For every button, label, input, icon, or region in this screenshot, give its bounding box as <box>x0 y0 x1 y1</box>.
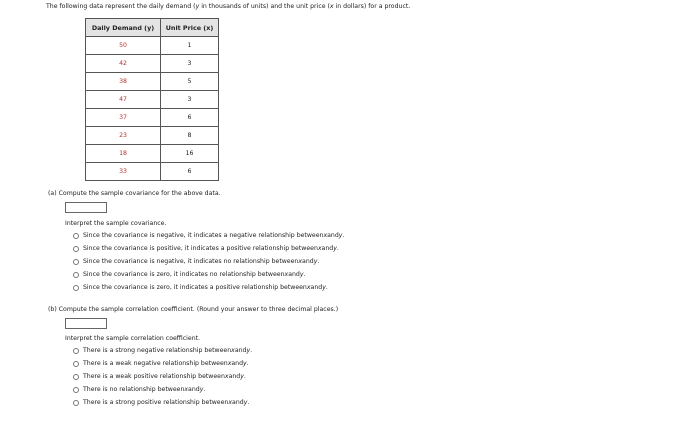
option-text: . <box>250 347 253 354</box>
var-x: x <box>323 232 328 239</box>
table-row <box>86 73 219 91</box>
option-text: . <box>246 360 249 367</box>
option-text: . <box>325 284 328 291</box>
demand-cell: 38 <box>86 73 161 91</box>
covariance-option[interactable] <box>73 245 339 252</box>
price-cell: 3 <box>161 55 219 73</box>
radio-button[interactable] <box>73 387 79 393</box>
demand-cell: 33 <box>86 163 161 181</box>
covariance-answer-input[interactable] <box>65 202 107 213</box>
option-text: and <box>288 271 300 278</box>
option-text: and <box>310 284 323 291</box>
price-cell: 6 <box>161 109 219 127</box>
table-row <box>86 109 219 127</box>
option-text: and <box>321 245 334 252</box>
table-header-row <box>86 19 219 37</box>
option-text: and <box>188 386 200 393</box>
var-x: x <box>329 3 334 10</box>
price-cell: 3 <box>161 91 219 109</box>
var-y: y <box>299 271 304 278</box>
option-text: and <box>232 399 244 406</box>
var-y: y <box>338 232 343 239</box>
table-row <box>86 163 219 181</box>
correlation-option[interactable] <box>73 347 252 354</box>
var-y: y <box>240 373 244 380</box>
table-row <box>86 127 219 145</box>
correlation-interpret-prompt: Interpret the sample correlation coefficient. <box>65 335 201 342</box>
option-text: There is no relationship between <box>83 386 185 393</box>
var-x: x <box>227 360 232 367</box>
var-y: y <box>243 360 247 367</box>
option-text: and <box>231 360 244 367</box>
radio-button[interactable] <box>73 259 79 265</box>
table-row <box>86 37 219 55</box>
demand-cell: 42 <box>86 55 161 73</box>
option-text: . <box>247 399 250 406</box>
table-row <box>86 145 219 163</box>
part-a-label: (a) Compute the sample covariance for the above data. <box>48 190 221 197</box>
table-row <box>86 55 219 73</box>
demand-cell: 50 <box>86 37 161 55</box>
covariance-option[interactable] <box>73 258 319 265</box>
intro-text: in dollars) for a product. <box>333 3 411 10</box>
option-text: . <box>317 258 320 265</box>
price-cell: 6 <box>161 163 219 181</box>
var-y: y <box>195 3 200 10</box>
table-row <box>86 91 219 109</box>
covariance-option[interactable] <box>73 284 328 291</box>
data-table <box>85 18 219 181</box>
intro-text: in thousands of units) and the unit price ( <box>199 3 330 10</box>
option-text: and <box>234 347 247 354</box>
option-text: . <box>336 245 339 252</box>
option-text: Since the covariance is negative, it indicates a negative relationship between <box>83 232 324 239</box>
option-text: and <box>327 232 339 239</box>
var-y: y <box>243 399 248 406</box>
option-text: Since the covariance is zero, it indicates a positive relationship between <box>83 284 307 291</box>
var-x: x <box>317 245 322 252</box>
part-b-label: (b) Compute the sample correlation coefficient. (Round your answer to three decimal places.) <box>48 306 339 313</box>
demand-cell: 18 <box>86 145 161 163</box>
demand-cell: 23 <box>86 127 161 145</box>
price-cell: 8 <box>161 127 219 145</box>
radio-button[interactable] <box>73 348 79 354</box>
option-text: and <box>302 258 314 265</box>
radio-button[interactable] <box>73 374 79 380</box>
intro-text: The following data represent the daily demand ( <box>46 3 196 10</box>
var-x: x <box>224 373 229 380</box>
correlation-option[interactable] <box>73 386 205 393</box>
price-cell: 1 <box>161 37 219 55</box>
correlation-option[interactable] <box>73 373 246 380</box>
var-x: x <box>228 399 233 406</box>
radio-button[interactable] <box>73 246 79 252</box>
demand-cell: 37 <box>86 109 161 127</box>
radio-button[interactable] <box>73 272 79 278</box>
problem-intro <box>46 3 410 10</box>
var-y: y <box>333 245 337 252</box>
correlation-option[interactable] <box>73 360 249 367</box>
option-text: Since the covariance is zero, it indicates no relationship between <box>83 271 285 278</box>
covariance-option[interactable] <box>73 271 306 278</box>
option-text: Since the covariance is positive, it indicates a positive relationship between <box>83 245 318 252</box>
var-y: y <box>313 258 318 265</box>
header-unit-price: Unit Price (x) <box>161 19 219 37</box>
covariance-option[interactable] <box>73 232 344 239</box>
option-text: . <box>203 386 206 393</box>
option-text: and <box>228 373 241 380</box>
var-y: y <box>199 386 204 393</box>
correlation-answer-input[interactable] <box>65 318 107 329</box>
price-cell: 5 <box>161 73 219 91</box>
header-daily-demand: Daily Demand (y) <box>86 19 161 37</box>
var-x: x <box>306 284 311 291</box>
var-x: x <box>298 258 303 265</box>
price-cell: 16 <box>161 145 219 163</box>
option-text: . <box>303 271 306 278</box>
option-text: There is a weak negative relationship between <box>83 360 228 367</box>
option-text: There is a strong positive relationship between <box>83 399 229 406</box>
var-y: y <box>322 284 326 291</box>
var-y: y <box>246 347 251 354</box>
radio-button[interactable] <box>73 285 79 291</box>
correlation-option[interactable] <box>73 399 249 406</box>
demand-cell: 47 <box>86 91 161 109</box>
option-text: Since the covariance is negative, it indicates no relationship between <box>83 258 299 265</box>
var-x: x <box>184 386 189 393</box>
var-x: x <box>231 347 235 354</box>
option-text: . <box>243 373 246 380</box>
option-text: There is a weak positive relationship between <box>83 373 225 380</box>
option-text: . <box>342 232 345 239</box>
radio-button[interactable] <box>73 400 79 406</box>
radio-button[interactable] <box>73 361 79 367</box>
radio-button[interactable] <box>73 233 79 239</box>
option-text: There is a strong negative relationship between <box>83 347 232 354</box>
var-x: x <box>284 271 289 278</box>
covariance-interpret-prompt: Interpret the sample covariance. <box>65 220 167 227</box>
